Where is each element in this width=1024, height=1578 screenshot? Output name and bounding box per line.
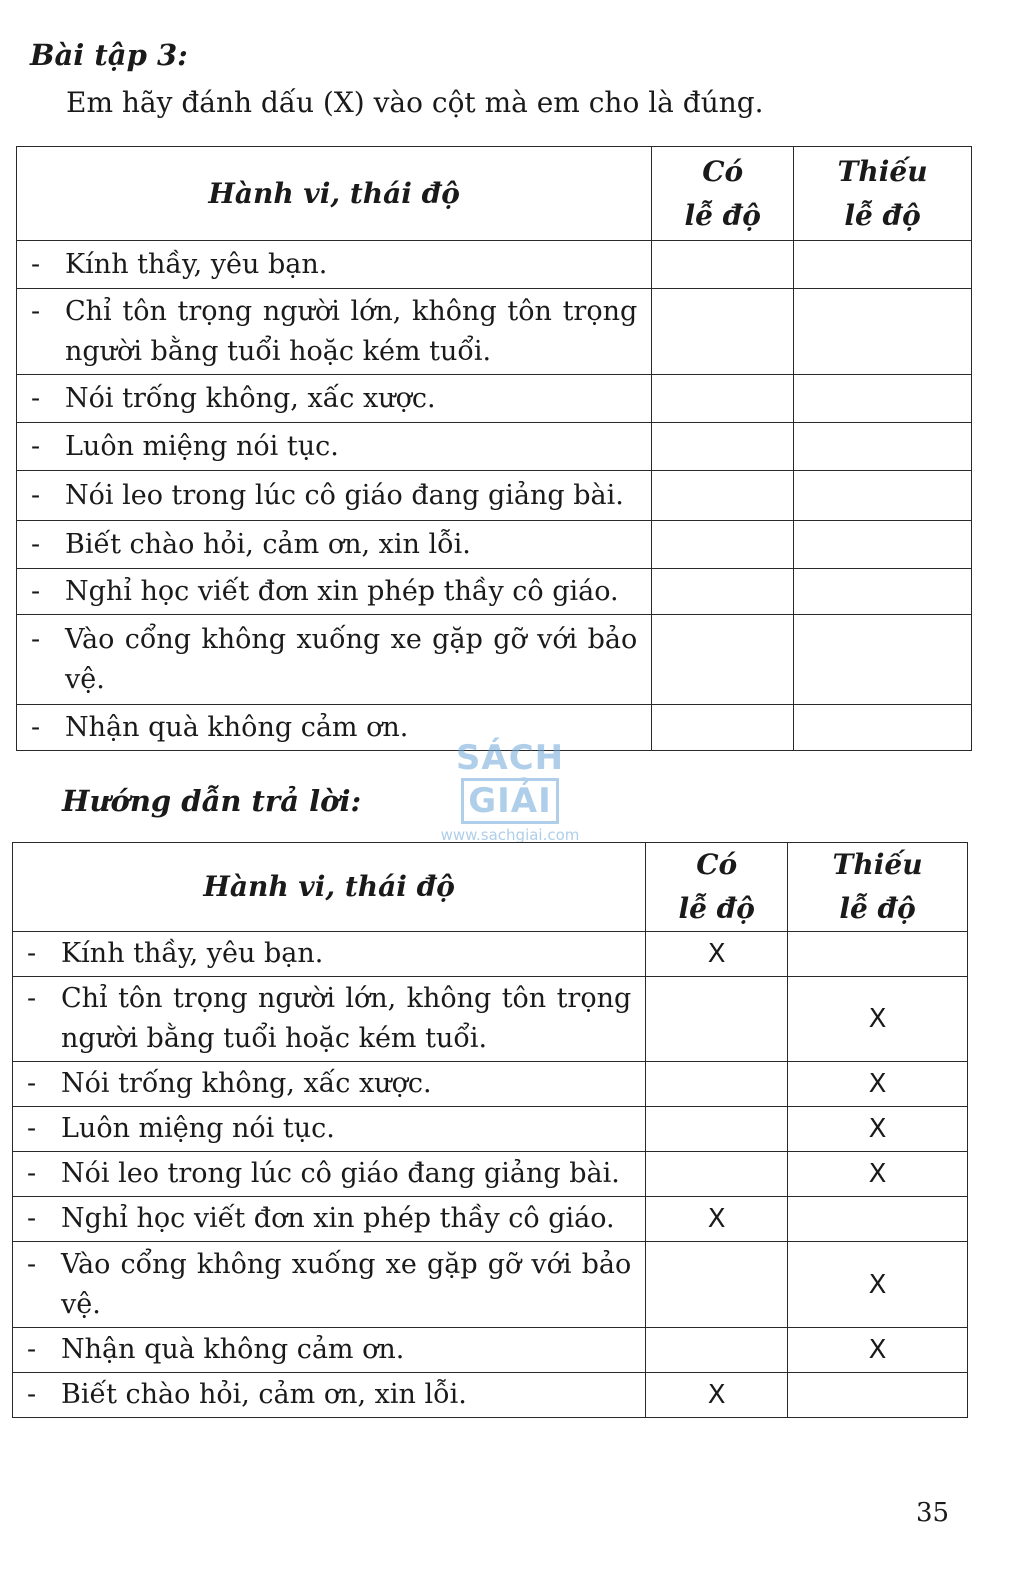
impolite-mark-cell: X bbox=[788, 977, 968, 1062]
polite-mark-cell: X bbox=[646, 932, 788, 977]
impolite-mark-cell bbox=[794, 615, 972, 705]
list-dash: - bbox=[31, 248, 41, 280]
list-dash: - bbox=[31, 575, 41, 607]
polite-mark-cell bbox=[646, 1242, 788, 1328]
table-row bbox=[13, 1373, 968, 1418]
impolite-mark-cell bbox=[788, 1373, 968, 1418]
list-dash: - bbox=[27, 1068, 37, 1099]
exercise-table bbox=[16, 146, 972, 751]
impolite-mark-cell: X bbox=[788, 1152, 968, 1197]
table-row bbox=[13, 1107, 968, 1152]
table-row bbox=[17, 241, 972, 289]
behavior-text: Nhận quà không cảm ơn. bbox=[61, 1334, 405, 1365]
table-row bbox=[17, 375, 972, 423]
list-dash: - bbox=[31, 528, 41, 560]
table-row bbox=[13, 977, 968, 1062]
behavior-text: Vào cổng không xuống xe gặp gỡ với bảo vệ. bbox=[61, 1248, 632, 1320]
behavior-cell bbox=[17, 471, 652, 521]
behavior-cell bbox=[13, 1328, 646, 1373]
column-header-behavior: Hành vi, thái độ bbox=[17, 147, 652, 241]
polite-mark-cell bbox=[652, 615, 794, 705]
column-header-impolite-line1: Thiếu bbox=[832, 848, 923, 881]
list-dash: - bbox=[27, 1379, 37, 1410]
column-header-polite-line1: Có bbox=[702, 154, 744, 188]
table-row bbox=[13, 932, 968, 977]
behavior-cell bbox=[17, 521, 652, 569]
column-header-impolite-line2: lễ độ bbox=[844, 198, 921, 232]
behavior-text: Nói leo trong lúc cô giáo đang giảng bài. bbox=[61, 1158, 620, 1189]
impolite-mark-cell bbox=[788, 1197, 968, 1242]
polite-mark-cell bbox=[646, 1328, 788, 1373]
table-row bbox=[17, 569, 972, 615]
column-header-polite-line2: lễ độ bbox=[684, 198, 761, 232]
behavior-cell bbox=[13, 1152, 646, 1197]
behavior-text: Nói trống không, xấc xược. bbox=[61, 1068, 432, 1099]
exercise-heading: Bài tập 3: bbox=[30, 38, 188, 72]
exercise-instruction: Em hãy đánh dấu (X) vào cột mà em cho là đúng. bbox=[66, 86, 764, 119]
watermark-logo bbox=[410, 738, 610, 844]
column-header-polite-line1: Có bbox=[696, 848, 738, 881]
impolite-mark-cell: X bbox=[788, 1328, 968, 1373]
column-header-impolite bbox=[788, 843, 968, 932]
behavior-cell bbox=[13, 1197, 646, 1242]
list-dash: - bbox=[31, 623, 41, 655]
column-header-impolite-line2: lễ độ bbox=[839, 892, 916, 925]
polite-mark-cell bbox=[646, 1107, 788, 1152]
polite-mark-cell bbox=[652, 423, 794, 471]
behavior-text: Chỉ tôn trọng người lớn, không tôn trọng người bằng tuổi hoặc kém tuổi. bbox=[65, 295, 638, 367]
polite-mark-cell bbox=[652, 705, 794, 751]
polite-mark-cell bbox=[652, 289, 794, 375]
watermark-logo-text: SÁCH bbox=[455, 738, 565, 778]
impolite-mark-cell bbox=[794, 705, 972, 751]
behavior-cell bbox=[17, 375, 652, 423]
table-row bbox=[13, 1062, 968, 1107]
impolite-mark-cell bbox=[794, 375, 972, 423]
column-header-polite bbox=[652, 147, 794, 241]
table-row bbox=[17, 521, 972, 569]
watermark-logo-box: GIẢI bbox=[461, 778, 559, 824]
table-row bbox=[17, 289, 972, 375]
polite-mark-cell bbox=[646, 977, 788, 1062]
behavior-text: Luôn miệng nói tục. bbox=[65, 430, 339, 462]
behavior-text: Chỉ tôn trọng người lớn, không tôn trọng người bằng tuổi hoặc kém tuổi. bbox=[61, 983, 632, 1054]
list-dash: - bbox=[27, 938, 37, 969]
behavior-text: Kính thầy, yêu bạn. bbox=[61, 938, 324, 969]
table-row bbox=[17, 615, 972, 705]
behavior-text: Nói trống không, xấc xược. bbox=[65, 382, 436, 414]
impolite-mark-cell bbox=[794, 471, 972, 521]
behavior-cell bbox=[13, 932, 646, 977]
impolite-mark-cell bbox=[794, 521, 972, 569]
column-header-impolite-line1: Thiếu bbox=[837, 154, 928, 188]
list-dash: - bbox=[27, 1203, 37, 1234]
table-row bbox=[13, 1328, 968, 1373]
polite-mark-cell: X bbox=[646, 1197, 788, 1242]
behavior-text: Biết chào hỏi, cảm ơn, xin lỗi. bbox=[61, 1379, 467, 1410]
behavior-text: Biết chào hỏi, cảm ơn, xin lỗi. bbox=[65, 528, 471, 560]
answer-table bbox=[12, 842, 968, 1418]
table-row bbox=[13, 1152, 968, 1197]
behavior-text: Nghỉ học viết đơn xin phép thầy cô giáo. bbox=[61, 1203, 615, 1234]
table-row bbox=[13, 1197, 968, 1242]
polite-mark-cell bbox=[646, 1062, 788, 1107]
table-row bbox=[13, 1242, 968, 1328]
list-dash: - bbox=[27, 1248, 37, 1280]
behavior-cell bbox=[13, 977, 646, 1062]
behavior-cell bbox=[17, 423, 652, 471]
behavior-text: Vào cổng không xuống xe gặp gỡ với bảo vệ. bbox=[65, 623, 638, 695]
list-dash: - bbox=[27, 1158, 37, 1189]
list-dash: - bbox=[31, 295, 41, 327]
impolite-mark-cell bbox=[794, 423, 972, 471]
behavior-text: Nhận quà không cảm ơn. bbox=[65, 711, 409, 743]
behavior-cell bbox=[13, 1107, 646, 1152]
polite-mark-cell bbox=[652, 241, 794, 289]
list-dash: - bbox=[31, 430, 41, 462]
column-header-behavior: Hành vi, thái độ bbox=[13, 843, 646, 932]
column-header-polite-line2: lễ độ bbox=[678, 892, 755, 925]
list-dash: - bbox=[31, 382, 41, 414]
impolite-mark-cell: X bbox=[788, 1242, 968, 1328]
behavior-cell bbox=[13, 1062, 646, 1107]
list-dash: - bbox=[27, 1334, 37, 1365]
impolite-mark-cell bbox=[794, 241, 972, 289]
behavior-cell bbox=[13, 1373, 646, 1418]
list-dash: - bbox=[31, 711, 41, 743]
table-row bbox=[17, 423, 972, 471]
polite-mark-cell bbox=[652, 569, 794, 615]
impolite-mark-cell: X bbox=[788, 1107, 968, 1152]
polite-mark-cell: X bbox=[646, 1373, 788, 1418]
polite-mark-cell bbox=[652, 521, 794, 569]
behavior-text: Nghỉ học viết đơn xin phép thầy cô giáo. bbox=[65, 575, 619, 607]
behavior-cell bbox=[17, 615, 652, 705]
polite-mark-cell bbox=[652, 375, 794, 423]
watermark-url: www.sachgiai.com bbox=[440, 826, 580, 844]
polite-mark-cell bbox=[652, 471, 794, 521]
page-number: 35 bbox=[916, 1498, 950, 1528]
behavior-text: Nói leo trong lúc cô giáo đang giảng bài. bbox=[65, 479, 624, 511]
polite-mark-cell bbox=[646, 1152, 788, 1197]
impolite-mark-cell: X bbox=[788, 1062, 968, 1107]
impolite-mark-cell bbox=[794, 569, 972, 615]
behavior-cell bbox=[17, 241, 652, 289]
impolite-mark-cell bbox=[788, 932, 968, 977]
behavior-cell bbox=[13, 1242, 646, 1328]
impolite-mark-cell bbox=[794, 289, 972, 375]
column-header-polite bbox=[646, 843, 788, 932]
behavior-cell bbox=[17, 569, 652, 615]
column-header-impolite bbox=[794, 147, 972, 241]
list-dash: - bbox=[27, 983, 37, 1014]
list-dash: - bbox=[31, 479, 41, 511]
table-row bbox=[17, 471, 972, 521]
behavior-text: Kính thầy, yêu bạn. bbox=[65, 248, 328, 280]
behavior-text: Luôn miệng nói tục. bbox=[61, 1113, 335, 1144]
list-dash: - bbox=[27, 1113, 37, 1144]
behavior-cell bbox=[17, 289, 652, 375]
answer-heading: Hướng dẫn trả lời: bbox=[62, 784, 362, 818]
